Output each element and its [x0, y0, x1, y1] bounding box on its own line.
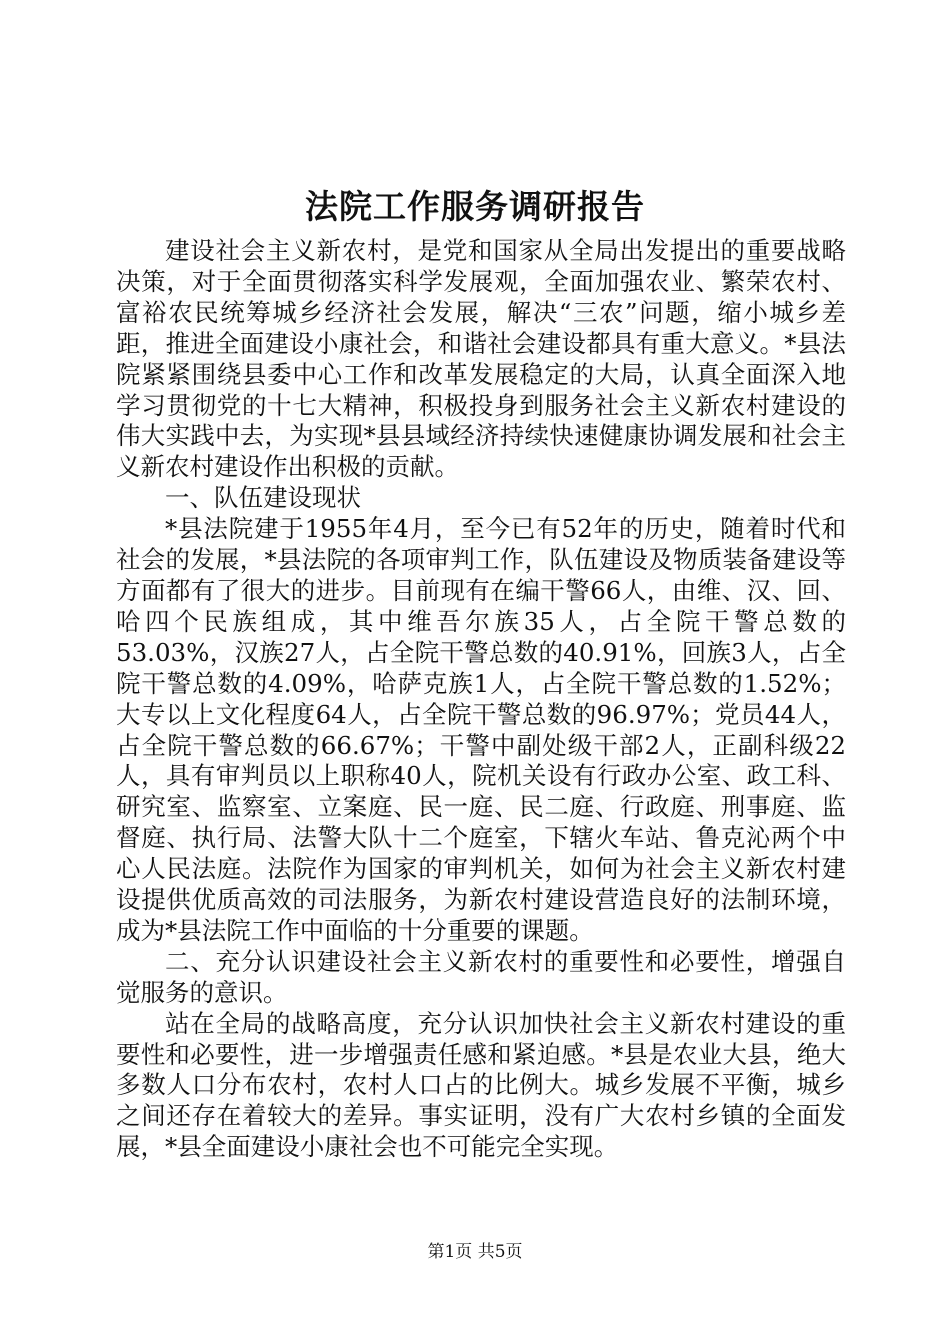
paragraph-intro: 建设社会主义新农村，是党和国家从全局出发提出的重要战略决策，对于全面贯彻落实科学发展观，全面加强农业、繁荣农村、富裕农民统筹城乡经济社会发展，解决“三农”问题，缩小城乡差距，推进全面建设小康社会，和谐社会建设都具有重大意义。*县法院紧紧围绕县委中心工作和改革发展稳定的大局，认真全面深入地学习贯彻党的十七大精神，积极投身到服务社会主义新农村建设的伟大实践中去，为实现*县县域经济持续快速健康协调发展和社会主义新农村建设作出积极的贡献。: [116, 236, 846, 482]
paragraph-team-status: *县法院建于1955年4月，至今已有52年的历史，随着时代和社会的发展，*县法院的各项审判工作，队伍建设及物质装备建设等方面都有了很大的进步。目前现有在编干警66人，由维、汉、回、哈四个民族组成，其中维吾尔族35人，占全院干警总数的53.03%，汉族27人，占全院干警总数的40.91%，回族3人，占全院干警总数的4.09%，哈萨克族1人，占全院干警总数的1.52%；大专以上文化程度64人，占全院干警总数的96.97%；党员44人，占全院干警总数的66.67%；干警中副处级干部2人，正副科级22人，具有审判员以上职称40人，院机关设有行政办公室、政工科、研究室、监察室、立案庭、民一庭、民二庭、行政庭、刑事庭、监督庭、执行局、法警大队十二个庭室，下辖火车站、鲁克沁两个中心人民法庭。法院作为国家的审判机关，如何为社会主义新农村建设提供优质高效的司法服务，为新农村建设营造良好的法制环境，成为*县法院工作中面临的十分重要的课题。: [116, 514, 846, 945]
document-body: [116, 236, 846, 1163]
section-heading-2: 二、充分认识建设社会主义新农村的重要性和必要性，增强自觉服务的意识。: [116, 946, 846, 1007]
paragraph-importance: 站在全局的战略高度，充分认识加快社会主义新农村建设的重要性和必要性，进一步增强责任感和紧迫感。*县是农业大县，绝大多数人口分布农村，农村人口占的比例大。城乡发展不平衡，城乡之间还存在着较大的差异。事实证明，没有广大农村乡镇的全面发展，*县全面建设小康社会也不可能完全实现。: [116, 1008, 846, 1162]
document-title: 法院工作服务调研报告: [305, 187, 645, 226]
section-heading-1: 一、队伍建设现状: [165, 483, 361, 513]
page-number-footer: 第1页 共5页: [427, 1242, 523, 1262]
